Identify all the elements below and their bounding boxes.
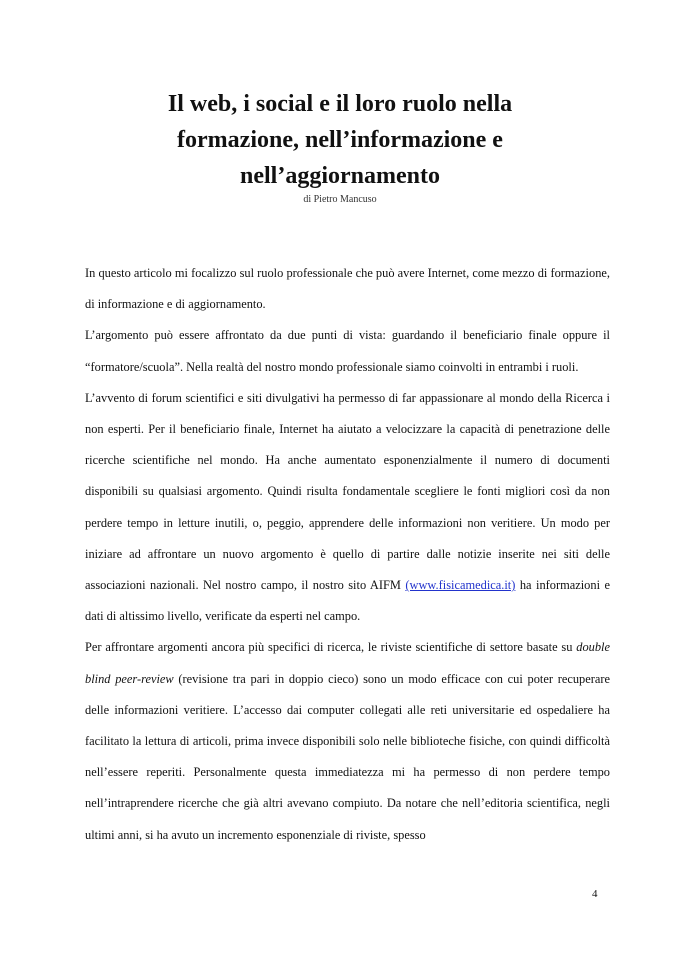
paragraph-perspectives: L’argomento può essere affrontato da due punti di vista: guardando il beneficiario finale oppure il “formatore/scuola”. Nella realtà del nostro mondo professionale siamo coinvolti in entrambi i ruoli. bbox=[85, 328, 610, 374]
title-line-1: Il web, i social e il loro ruolo nella bbox=[167, 91, 513, 117]
peer-review-term: double blind peer-review bbox=[85, 640, 610, 686]
document-title bbox=[90, 86, 590, 194]
page-number: 4 bbox=[592, 888, 598, 900]
paragraph-journals-text-b: (revisione tra pari in doppio cieco) sono un modo efficace con cui poter recuperare delle informazioni veritiere. L’accesso dai computer collegati alle reti universitarie ed ospedaliere ha facilitato la lettura di articoli, prima invece disponibili solo nelle biblioteche fisiche, con quindi difficoltà nell’essere reperiti. Personalmente questa immediatezza mi ha permesso di non perdere tempo nell’intraprendere ricerche che già altri avevano compiuto. Da notare che nell’editoria scientifica, negli ultimi anni, si ha avuto un incremento esponenziale di riviste, spesso bbox=[85, 671, 611, 842]
paragraph-journals bbox=[85, 632, 610, 850]
paragraph-journals-text-a: Per affrontare argomenti ancora più specifici di ricerca, le riviste scientifiche di settore basate su bbox=[85, 640, 577, 655]
paragraph-intro: In questo articolo mi focalizzo sul ruolo professionale che può avere Internet, come mezzo di formazione, di informazione e di aggiornamento. bbox=[85, 266, 610, 312]
paragraph-forums-text-b: ha informazioni e dati di altissimo livello, verificate da esperti nel campo. bbox=[85, 578, 610, 624]
paragraph-forums-text-a: L’avvento di forum scientifici e siti divulgativi ha permesso di far appassionare al mondo della Ricerca i non esperti. Per il beneficiario finale, Internet ha aiutato a velocizzare la capacità di penetrazione delle ricerche scientifiche nel mondo. Ha anche aumentato esponenzialmente il numero di documenti disponibili su qualsiasi argomento. Quindi risulta fondamentale scegliere le fonti migliori così da non perdere tempo in letture inutili, o, peggio, apprendere delle informazioni non veritiere. Un modo per iniziare ad affrontare un nuovo argomento è quello di partire dalle notizie inserite nei siti delle associazioni nazionali. Nel nostro campo, il nostro sito AIFM bbox=[85, 390, 610, 593]
title-line-2: formazione, nell’informazione e bbox=[177, 127, 503, 153]
article-body bbox=[85, 258, 610, 851]
title-line-3: nell’aggiornamento bbox=[240, 163, 440, 189]
aifm-site-link[interactable]: (www.fisicamedica.it) bbox=[405, 578, 516, 593]
author-byline: di Pietro Mancuso bbox=[303, 194, 377, 205]
paragraph-forums bbox=[85, 383, 610, 633]
